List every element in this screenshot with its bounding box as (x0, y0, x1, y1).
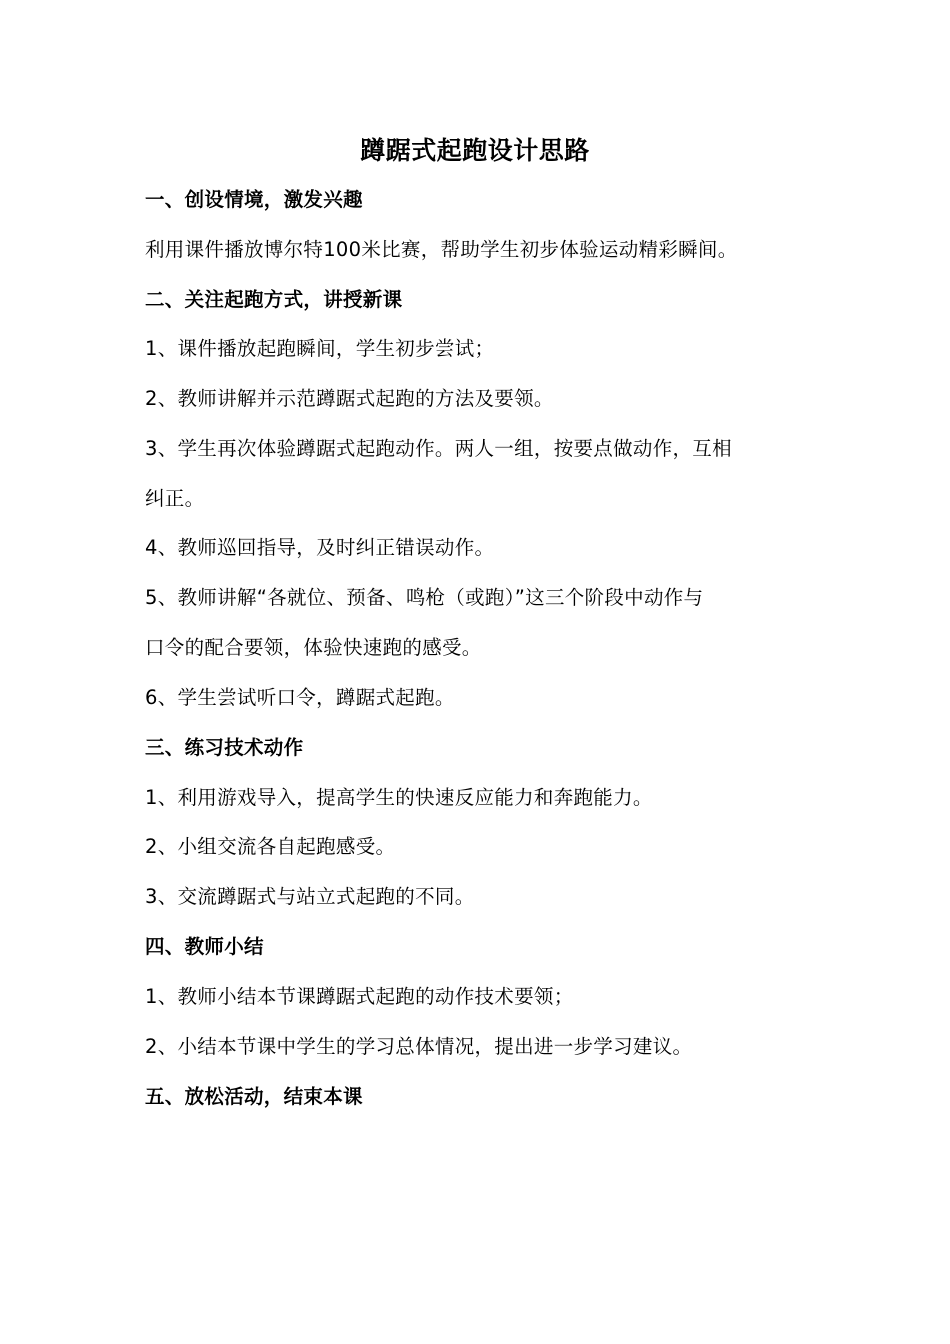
document-title: 蹲踞式起跑设计思路 (360, 136, 590, 165)
section-heading-1: 一、创设情境，激发兴趣 (145, 188, 363, 211)
paragraph-line: 1、教师小结本节课蹲踞式起跑的动作技术要领； (145, 985, 574, 1008)
paragraph-line: 纠正。 (145, 487, 205, 510)
section-heading-5: 五、放松活动，结束本课 (145, 1085, 363, 1108)
paragraph-line: 3、交流蹲踞式与站立式起跑的不同。 (145, 885, 475, 908)
paragraph-line: 6、学生尝试听口令，蹲踞式起跑。 (145, 686, 455, 709)
paragraph-line: 4、教师巡回指导，及时纠正错误动作。 (145, 536, 495, 559)
paragraph-line: 2、小结本节课中学生的学习总体情况，提出进一步学习建议。 (145, 1035, 693, 1058)
paragraph-line: 5、教师讲解“各就位、预备、鸣枪（或跑）”这三个阶段中动作与 (145, 586, 704, 609)
paragraph-line: 3、学生再次体验蹲踞式起跑动作。两人一组，按要点做动作，互相 (145, 437, 732, 460)
paragraph-line: 2、教师讲解并示范蹲踞式起跑的方法及要领。 (145, 387, 554, 410)
paragraph-line: 利用课件播放博尔特100米比赛，帮助学生初步体验运动精彩瞬间。 (145, 238, 738, 261)
section-heading-4: 四、教师小结 (145, 935, 264, 958)
section-heading-3: 三、练习技术动作 (145, 736, 304, 759)
paragraph-line: 2、小组交流各自起跑感受。 (145, 835, 396, 858)
section-heading-2: 二、关注起跑方式，讲授新课 (145, 288, 403, 311)
paragraph-line: 口令的配合要领，体验快速跑的感受。 (145, 636, 482, 659)
paragraph-line: 1、课件播放起跑瞬间，学生初步尝试； (145, 337, 495, 360)
paragraph-line: 1、利用游戏导入，提高学生的快速反应能力和奔跑能力。 (145, 786, 653, 809)
